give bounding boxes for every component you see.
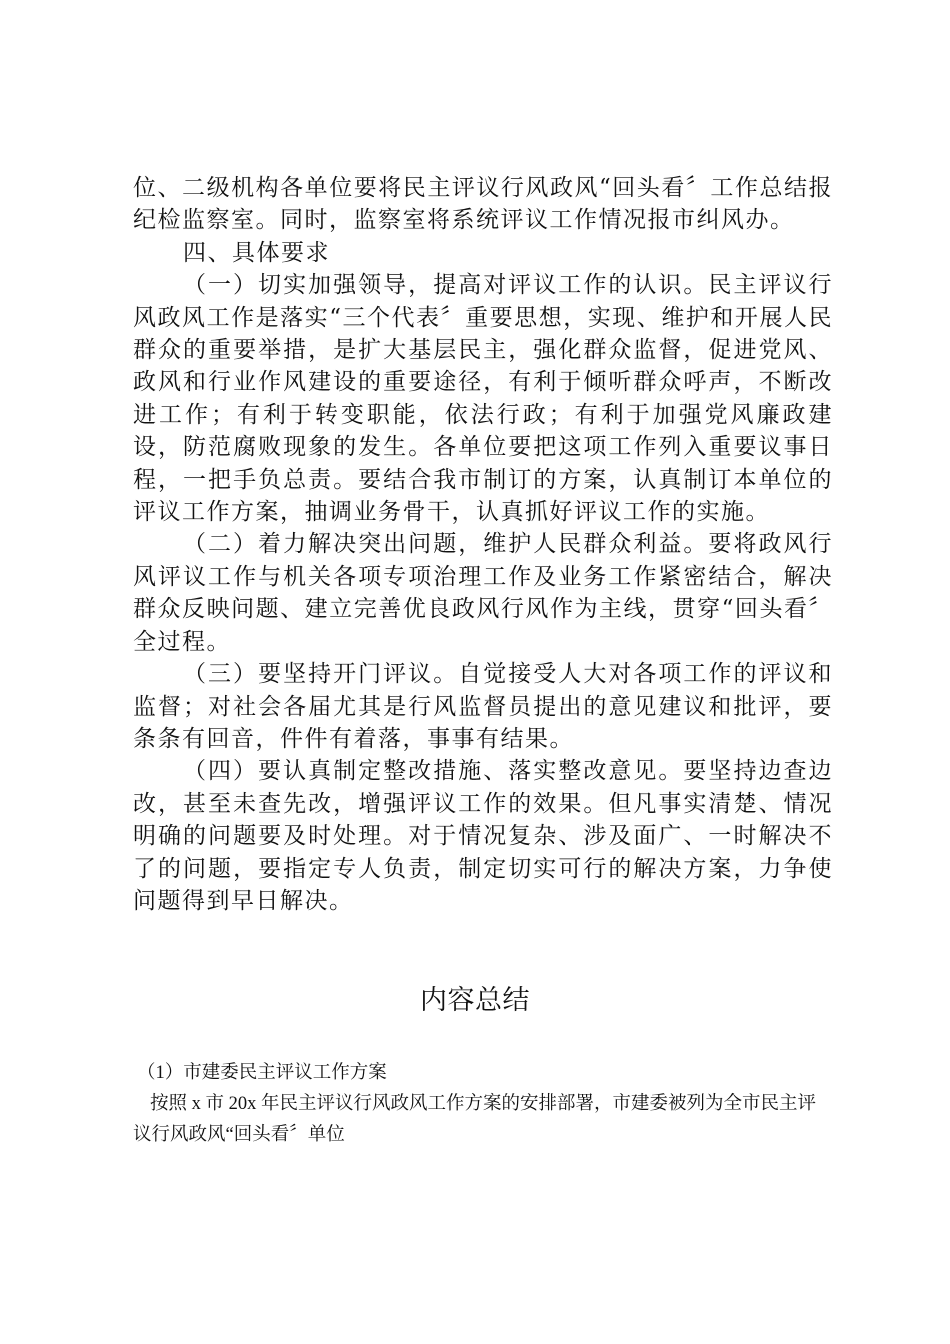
body-paragraph: （一）切实加强领导，提高对评议工作的认识。民主评议行风政风工作是落实“三个代表〞重要思想，实现、维护和开展人民群众的重要举措，是扩大基层民主，强化群众监督，促进党风、政风和行业作风建设的重要途径，有利于倾听群众呼声，不断改进工作；有利于转变职能，依法行政；有利于加强党风廉政建设，防范腐败现象的发生。各单位要把这项工作列入重要议事日程，一把手负总责。要结合我市制订的方案，认真制订本单位的评议工作方案，抽调业务骨干，认真抓好评议工作的实施。 <box>133 272 833 526</box>
body-paragraph: （四）要认真制定整改措施、落实整改意见。要坚持边查边改，甚至未查先改，增强评议工作的效果。但凡事实清楚、情况明确的问题要及时处理。对于情况复杂、涉及面广、一时解决不了的问题，要指定专人负责，制定切实可行的解决方案，力争使问题得到早日解决。 <box>133 758 833 914</box>
body-paragraph: （三）要坚持开门评议。自觉接受人大对各项工作的评议和监督；对社会各届尤其是行风监督员提出的意见建议和批评，要条条有回音，件件有着落，事事有结果。 <box>133 661 833 752</box>
document-body <box>133 172 833 917</box>
summary-section <box>133 1058 833 1151</box>
summary-paragraph: 按照 x 市 20x 年民主评议行风政风工作方案的安排部署，市建委被列为全市民主评议行风政风“回头看〞单位 <box>133 1094 817 1145</box>
body-paragraph: （二）着力解决突出问题，维护人民群众利益。要将政风行风评议工作与机关各项专项治理工作及业务工作紧密结合，解决群众反映问题、建立完善优良政风行风作为主线，贯穿“回头看〞全过程。 <box>133 531 833 655</box>
summary-heading: （1）市建委民主评议工作方案 <box>137 1063 387 1083</box>
body-paragraph: 位、二级机构各单位要将民主评议行风政风“回头看〞工作总结报纪检监察室。同时，监察室将系统评议工作情况报市纠风办。 <box>133 175 833 234</box>
section-heading: 四、具体要求 <box>183 239 330 266</box>
summary-title: 内容总结 <box>420 985 530 1015</box>
